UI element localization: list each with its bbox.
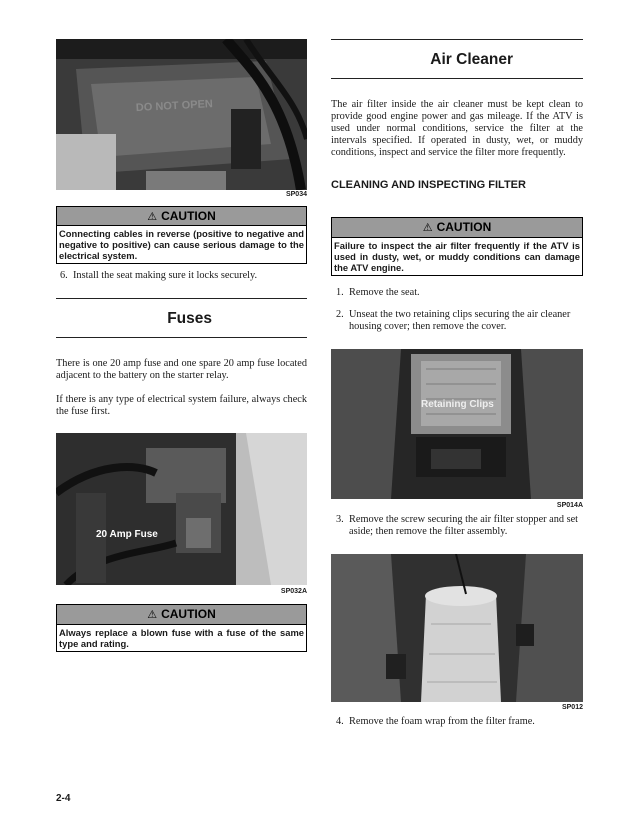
cleaning-subheading: CLEANING AND INSPECTING FILTER xyxy=(331,179,526,191)
fuse-photo-label: SP032A xyxy=(280,588,307,595)
caution-filter xyxy=(331,217,583,276)
caution-fuse-body: Always replace a blown fuse with a fuse of the same type and rating. xyxy=(56,624,307,652)
step-text: Remove the screw securing the air filter stopper and set aside; then remove the filter assembly. xyxy=(349,514,579,537)
fuses-rule-top xyxy=(56,298,307,299)
fuses-para-1: There is one 20 amp fuse and one spare 20 amp fuse located adjacent to the battery on the starter relay. xyxy=(56,358,307,381)
air-cleaner-title: Air Cleaner xyxy=(430,51,513,68)
step-1 xyxy=(336,287,583,300)
caution-battery-heading: ⚠ CAUTION xyxy=(56,206,307,225)
step-6 xyxy=(60,270,307,283)
caution-battery xyxy=(56,206,307,264)
retaining-clips-photo xyxy=(331,349,583,499)
warning-triangle-icon: ⚠ xyxy=(147,211,158,223)
caution-battery-body: Connecting cables in reverse (positive to negative and negative to positive) can cause serious damage to the electrical system. xyxy=(56,225,307,264)
caution-filter-heading: ⚠ CAUTION xyxy=(331,217,583,237)
battery-overlay-text: DO NOT OPEN xyxy=(135,98,214,115)
warning-triangle-icon: ⚠ xyxy=(422,222,433,234)
clips-photo-label: SP014A xyxy=(556,502,583,509)
filter-photo-label: SP012 xyxy=(561,704,583,711)
air-cleaner-intro: The air filter inside the air cleaner must be kept clean to provide good engine power and gas mileage. If the ATV is used under normal conditions, service the filter at the intervals specified. If operated in dusty, wet, or muddy conditions, inspect and service the filter more frequently. xyxy=(331,99,583,158)
step-2 xyxy=(336,309,583,335)
step-text: Unseat the two retaining clips securing the air cleaner housing cover; then remove the cover. xyxy=(349,309,571,332)
step-4 xyxy=(336,716,583,729)
fuses-para-2: If there is any type of electrical system failure, always check the fuse first. xyxy=(56,394,307,417)
fuses-title: Fuses xyxy=(167,310,212,327)
caution-filter-body: Failure to inspect the air filter frequently if the ATV is used in dusty, wet, or muddy conditions can damage the ATV engine. xyxy=(331,237,583,276)
page-number: 2-4 xyxy=(56,793,71,804)
fuse-photo xyxy=(56,433,307,585)
step-number: 6. xyxy=(60,270,68,281)
step-number: 4. xyxy=(336,716,344,727)
air-cleaner-rule-bottom xyxy=(331,78,583,79)
battery-photo-label: SP034 xyxy=(285,191,307,198)
step-text: Remove the seat. xyxy=(349,287,420,298)
battery-photo xyxy=(56,39,307,190)
step-number: 3. xyxy=(336,514,344,525)
air-cleaner-rule-top xyxy=(331,39,583,40)
fuse-callout: 20 Amp Fuse xyxy=(96,529,158,540)
step-3 xyxy=(336,514,583,540)
caution-fuse-heading: ⚠ CAUTION xyxy=(56,604,307,624)
filter-photo xyxy=(331,554,583,702)
step-text: Remove the foam wrap from the filter frame. xyxy=(349,716,535,727)
warning-triangle-icon: ⚠ xyxy=(147,609,158,621)
clips-callout: Retaining Clips xyxy=(421,399,494,410)
step-number: 1. xyxy=(336,287,344,298)
fuses-rule-bottom xyxy=(56,337,307,338)
step-number: 2. xyxy=(336,309,344,320)
step-text: Install the seat making sure it locks securely. xyxy=(73,270,258,281)
caution-fuse xyxy=(56,604,307,652)
